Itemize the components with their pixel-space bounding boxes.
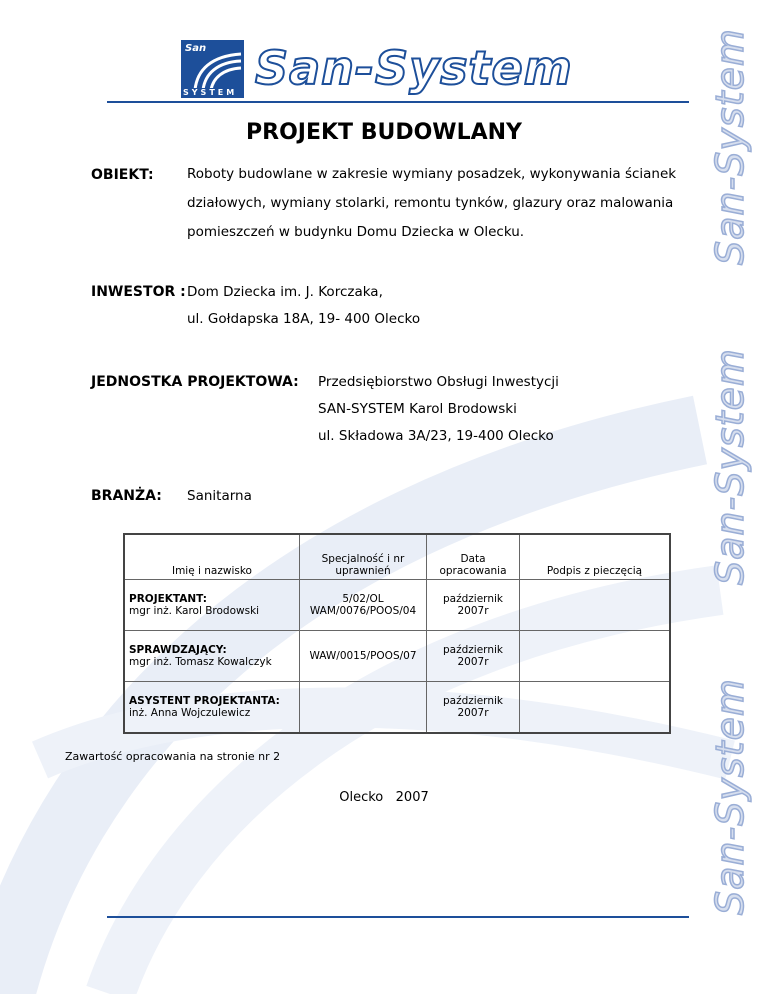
obiekt-label: OBIEKT: — [91, 167, 154, 183]
person-role: ASYSTENT PROJEKTANTA: — [129, 695, 280, 707]
contents-note: Zawartość opracowania na stronie nr 2 — [65, 750, 281, 763]
person-cell — [124, 682, 300, 734]
signature-cell — [520, 631, 671, 682]
header-rule — [107, 101, 689, 103]
date-cell: październik 2007r — [427, 631, 520, 682]
inwestor-label: INWESTOR : — [91, 284, 186, 300]
specialty-cell — [300, 682, 427, 734]
specialty-cell: 5/02/OL WAM/0076/POOS/04 — [300, 580, 427, 631]
logo-small-text: San — [185, 43, 207, 54]
date-cell: październik 2007r — [427, 580, 520, 631]
side-watermark-bottom: San-System — [708, 678, 752, 915]
year: 2007 — [395, 790, 429, 805]
page-title: PROJEKT BUDOWLANY — [246, 120, 522, 145]
person-role: PROJEKTANT: — [129, 593, 207, 605]
jednostka-line-3: ul. Składowa 3A/23, 19-400 Olecko — [318, 428, 554, 444]
header-specialty: Specjalność i nr uprawnień — [300, 534, 427, 580]
side-watermark-middle: San-System — [708, 348, 752, 585]
signature-cell — [520, 580, 671, 631]
header-date: Data opracowania — [427, 534, 520, 580]
table-header-row — [124, 534, 670, 580]
date-cell: październik 2007r — [427, 682, 520, 734]
obiekt-line-3: pomieszczeń w budynku Domu Dziecka w Olecku. — [187, 224, 525, 240]
header-signature: Podpis z pieczęcią — [520, 534, 671, 580]
company-logo — [181, 40, 631, 100]
specialty-cell: WAW/0015/POOS/07 — [300, 631, 427, 682]
signature-table — [123, 533, 671, 734]
obiekt-line-1: Roboty budowlane w zakresie wymiany posadzek, wykonywania ścianek — [187, 166, 677, 182]
table-row — [124, 682, 670, 734]
place: Olecko — [339, 790, 384, 805]
obiekt-line-2: działowych, wymiany stolarki, remontu tynków, glazury oraz malowania — [187, 195, 674, 211]
person-name: inż. Anna Wojczulewicz — [129, 707, 251, 719]
inwestor-line-2: ul. Gołdapska 18A, 19- 400 Olecko — [187, 311, 421, 327]
side-watermark-top: San-System — [708, 28, 752, 265]
place-date — [0, 790, 768, 805]
jednostka-line-2: SAN-SYSTEM Karol Brodowski — [318, 401, 517, 417]
logo-emblem — [181, 40, 244, 98]
branza-value: Sanitarna — [187, 488, 252, 504]
table-row — [124, 631, 670, 682]
footer-rule — [107, 916, 689, 918]
branza-label: BRANŻA: — [91, 488, 162, 504]
person-name: mgr inż. Tomasz Kowalczyk — [129, 656, 272, 668]
logo-system-text: SYSTEM — [183, 88, 238, 97]
inwestor-line-1: Dom Dziecka im. J. Korczaka, — [187, 284, 383, 300]
logo-wordmark: San-System — [255, 41, 573, 95]
table-row — [124, 580, 670, 631]
jednostka-line-1: Przedsiębiorstwo Obsługi Inwestycji — [318, 374, 559, 390]
person-role: SPRAWDZAJĄCY: — [129, 644, 227, 656]
header-name: Imię i nazwisko — [124, 534, 300, 580]
person-cell — [124, 580, 300, 631]
jednostka-label: JEDNOSTKA PROJEKTOWA: — [91, 374, 299, 390]
person-cell — [124, 631, 300, 682]
signature-cell — [520, 682, 671, 734]
person-name: mgr inż. Karol Brodowski — [129, 605, 260, 617]
